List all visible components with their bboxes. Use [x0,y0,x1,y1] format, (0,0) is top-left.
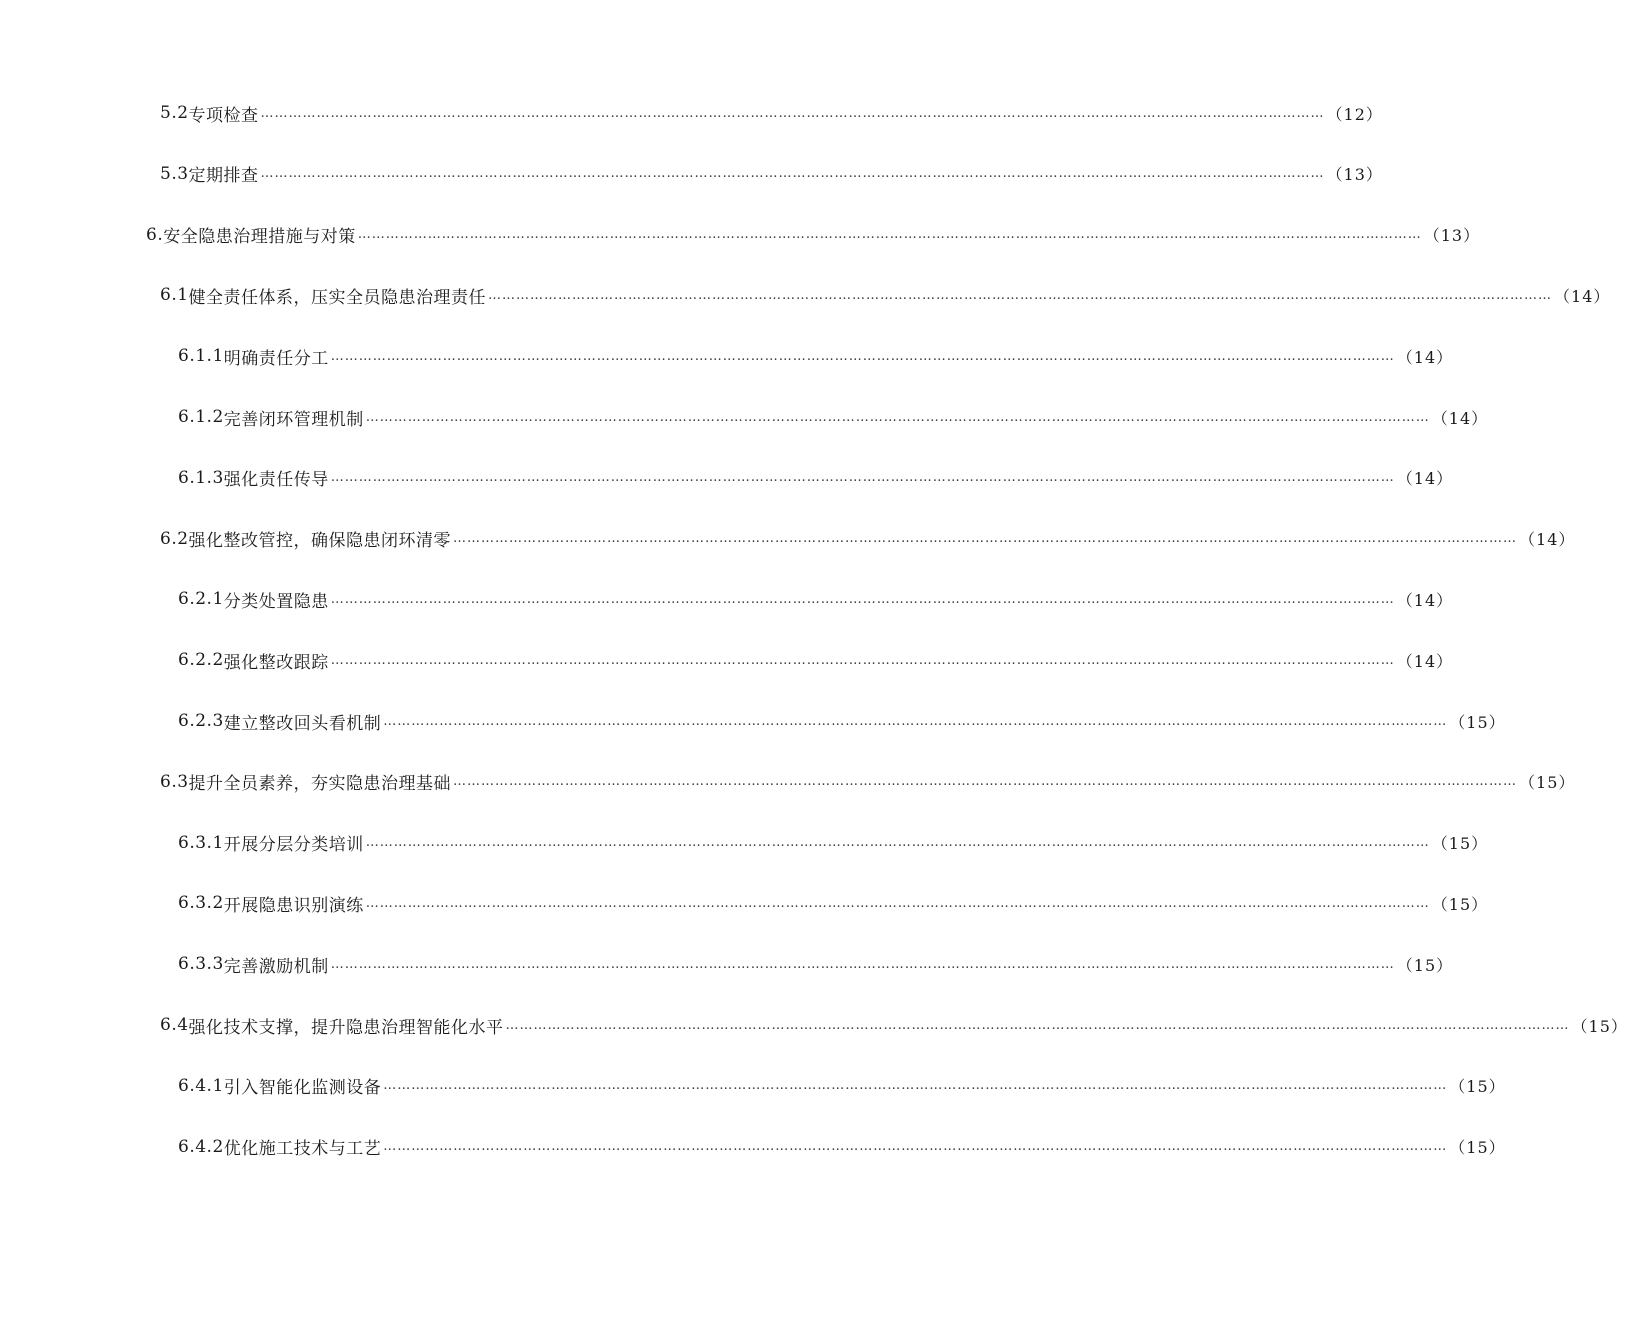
toc-entry-page-number: （13） [1423,226,1481,246]
toc-entry[interactable] [178,463,1454,493]
toc-entry-page-number: （15） [1431,894,1489,914]
toc-entry-page-number: （15） [1519,773,1576,793]
toc-dot-leader: ………………………………………………………………………………………………………………………………………………………………………………………………………… [330,470,1395,486]
toc-dot-leader: ………………………………………………………………………………………………………………………………………………………………………………………………………… [365,409,1430,425]
toc-entry-number: 6.2 [160,528,189,549]
toc-entry[interactable] [178,828,1489,858]
toc-entry-number: 6.1.2 [178,407,224,427]
toc-entry[interactable] [160,280,1611,310]
toc-entry[interactable] [160,524,1576,554]
toc-entry[interactable] [160,159,1383,189]
toc-entry-title: 健全责任体系，压实全员隐患治理责任 [188,287,487,308]
toc-entry-title: 引入智能化监测设备 [223,1078,382,1099]
toc-entry-page-number: （13） [1326,165,1383,185]
toc-entry-number: 6.3 [160,771,189,792]
toc-entry-number: 5.3 [160,163,189,184]
toc-entry-title: 强化整改跟踪 [223,652,329,673]
toc-entry-page-number: （12） [1326,104,1383,124]
toc-entry-title: 优化施工技术与工艺 [223,1139,382,1160]
toc-dot-leader: ………………………………………………………………………………………………………………………………………………………………………………………………………… [505,1017,1570,1033]
toc-entry-title: 提升全员素养，夯实隐患治理基础 [188,774,452,795]
toc-entry-number: 6.1.1 [178,346,224,367]
toc-dot-leader: ………………………………………………………………………………………………………………………………………………………………………………………………………… [365,835,1430,851]
toc-entry[interactable] [178,1132,1506,1162]
toc-entry-number: 6.2.2 [178,650,224,671]
toc-dot-leader: ………………………………………………………………………………………………………………………………………………………………………………………………………… [488,287,1553,303]
toc-entry-number: 6.2.1 [178,589,224,610]
toc-entry[interactable] [160,98,1383,128]
toc-entry-page-number: （14） [1431,408,1489,428]
toc-entry-page-number: （15） [1449,1138,1506,1158]
toc-entry-page-number: （14） [1396,651,1454,671]
toc-entry-number: 5.2 [160,103,189,123]
toc-entry-title: 定期排查 [188,166,259,187]
toc-dot-leader: ………………………………………………………………………………………………………………………………………………………………………………………………………… [357,227,1422,243]
toc-entry-page-number: （15） [1449,712,1506,732]
toc-dot-leader: ………………………………………………………………………………………………………………………………………………………………………………………………………… [330,591,1395,607]
toc-dot-leader: ………………………………………………………………………………………………………………………………………………………………………………………………………… [383,1139,1448,1155]
toc-dot-leader: ………………………………………………………………………………………………………………………………………………………………………………………………………… [365,895,1430,911]
toc-entry-page-number: （15） [1431,834,1489,854]
toc-entry-number: 6.1 [160,285,189,306]
toc-entry[interactable] [178,949,1454,979]
toc-entry-title: 开展隐患识别演练 [223,895,364,916]
toc-entry-page-number: （15） [1571,1016,1628,1036]
toc-entry[interactable] [160,1010,1628,1040]
toc-entry-title: 强化技术支撑，提升隐患治理智能化水平 [188,1017,504,1038]
toc-entry[interactable] [178,341,1454,371]
toc-entry-title: 开展分层分类培训 [223,835,364,856]
toc-entry-number: 6.4.1 [178,1075,224,1096]
toc-entry[interactable] [178,645,1454,675]
toc-dot-leader: ………………………………………………………………………………………………………………………………………………………………………………………………………… [260,166,1325,182]
toc-entry-title: 完善激励机制 [223,956,329,977]
toc-entry-page-number: （14） [1519,530,1576,550]
toc-entry-number: 6. [146,224,164,245]
toc-entry-title: 强化责任传导 [223,470,329,491]
toc-entry-number: 6.4 [160,1015,189,1035]
toc-entry-page-number: （14） [1554,286,1611,306]
toc-entry[interactable] [178,1071,1506,1101]
toc-entry[interactable] [178,584,1454,614]
toc-entry-title: 建立整改回头看机制 [223,713,382,734]
toc-entry-number: 6.1.3 [178,467,224,488]
toc-entry-page-number: （14） [1396,469,1454,489]
toc-entry-title: 专项检查 [188,105,259,126]
toc-entry-number: 6.2.3 [178,711,224,731]
toc-entry-number: 6.4.2 [178,1136,224,1157]
toc-entry[interactable] [178,706,1506,736]
toc-entry-page-number: （14） [1396,590,1454,610]
toc-entry-page-number: （14） [1396,347,1454,367]
toc-dot-leader: ………………………………………………………………………………………………………………………………………………………………………………………………………… [453,774,1518,790]
toc-dot-leader: ………………………………………………………………………………………………………………………………………………………………………………………………………… [453,531,1518,547]
toc-dot-leader: ………………………………………………………………………………………………………………………………………………………………………………………………………… [330,652,1395,668]
toc-entry[interactable] [178,402,1489,432]
toc-entry-number: 6.3.2 [178,893,224,914]
toc-entry-number: 6.3.3 [178,954,224,975]
toc-entry[interactable] [146,220,1481,250]
toc-entry-page-number: （15） [1449,1077,1506,1097]
toc-dot-leader: ………………………………………………………………………………………………………………………………………………………………………………………………………… [330,956,1395,972]
toc-entry-title: 强化整改管控，确保隐患闭环清零 [188,531,452,552]
toc-entry-title: 明确责任分工 [223,348,329,369]
toc-entry-number: 6.3.1 [178,832,224,853]
toc-dot-leader: ………………………………………………………………………………………………………………………………………………………………………………………………………… [260,105,1325,121]
toc-dot-leader: ………………………………………………………………………………………………………………………………………………………………………………………………………… [383,713,1448,729]
toc-dot-leader: ………………………………………………………………………………………………………………………………………………………………………………………………………… [330,348,1395,364]
toc-entry-title: 安全隐患治理措施与对策 [163,227,356,248]
toc-entry[interactable] [178,888,1489,918]
toc-entry[interactable] [160,767,1576,797]
toc-entry-title: 完善闭环管理机制 [223,409,364,430]
toc-entry-page-number: （15） [1396,955,1454,975]
toc-entry-title: 分类处置隐患 [223,591,329,612]
toc-dot-leader: ………………………………………………………………………………………………………………………………………………………………………………………………………… [383,1078,1448,1094]
